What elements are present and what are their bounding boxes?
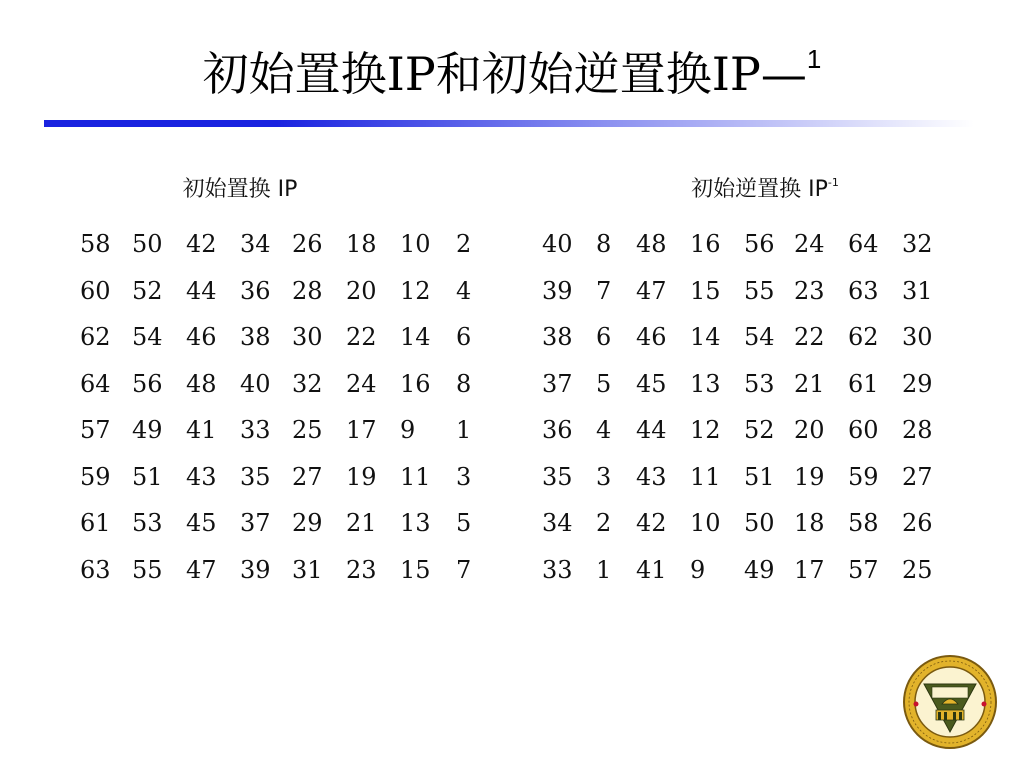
table-cell: 58 xyxy=(848,509,879,537)
table-cell: 50 xyxy=(132,230,163,258)
table-cell: 27 xyxy=(902,462,933,491)
table-cell: 45 xyxy=(636,369,667,398)
ip-table-panel xyxy=(70,164,490,596)
table-cell: 17 xyxy=(346,416,377,444)
table-cell: 62 xyxy=(80,323,111,351)
table-cell: 44 xyxy=(186,276,217,305)
table-cell: 53 xyxy=(744,369,775,398)
table-cell: 61 xyxy=(80,509,111,537)
table-cell: 14 xyxy=(690,323,721,351)
table-cell: 33 xyxy=(542,555,573,584)
table-cell: 44 xyxy=(636,416,667,444)
table-cell: 29 xyxy=(292,509,323,537)
table-cell: 11 xyxy=(400,462,431,491)
university-seal-logo xyxy=(902,654,998,750)
table-cell: 39 xyxy=(542,276,573,305)
table-cell: 52 xyxy=(744,416,775,444)
table-cell: 64 xyxy=(80,369,111,398)
table-cell: 64 xyxy=(848,230,879,258)
table-cell: 40 xyxy=(240,369,271,398)
table-cell: 35 xyxy=(240,462,271,491)
title-underline-rule xyxy=(44,120,974,127)
table-cell: 13 xyxy=(400,509,431,537)
table-cell: 21 xyxy=(794,369,825,398)
ip-inverse-table-caption: 初始逆置换 $IP^{-1}$ xyxy=(691,176,839,202)
table-cell: 35 xyxy=(542,462,573,491)
table-cell: 63 xyxy=(848,276,879,305)
table-cell: 11 xyxy=(690,462,721,491)
table-cell: 6 xyxy=(456,323,472,351)
table-cell: 16 xyxy=(690,230,721,258)
slide-title xyxy=(0,38,1024,104)
table-cell: 58 xyxy=(80,230,111,258)
table-cell: 38 xyxy=(542,323,573,351)
table-cell: 1 xyxy=(596,555,612,584)
table-cell: 47 xyxy=(186,555,217,584)
table-cell: 3 xyxy=(456,462,472,491)
table-cell: 27 xyxy=(292,462,323,491)
table-cell: 53 xyxy=(132,509,163,537)
table-cell: 24 xyxy=(346,369,377,398)
caption-superscript: -1 xyxy=(827,176,839,189)
table-cell: 46 xyxy=(186,323,217,351)
table-cell: 62 xyxy=(848,323,879,351)
table-cell: 17 xyxy=(794,555,825,584)
table-cell: 22 xyxy=(794,323,825,351)
table-cell: 30 xyxy=(902,323,933,351)
table-cell: 32 xyxy=(902,230,933,258)
table-cell: 57 xyxy=(80,416,111,444)
table-cell: 33 xyxy=(240,416,271,444)
table-cell: 38 xyxy=(240,323,271,351)
table-cell: 9 xyxy=(400,416,416,444)
table-cell: 52 xyxy=(132,276,163,305)
table-cell: 14 xyxy=(400,323,431,351)
table-cell: 37 xyxy=(542,369,573,398)
table-cell: 4 xyxy=(596,416,612,444)
table-cell: 59 xyxy=(848,462,879,491)
table-cell: 2 xyxy=(596,509,612,537)
table-cell: 63 xyxy=(80,555,111,584)
seal-icon xyxy=(902,654,998,750)
table-cell: 21 xyxy=(346,509,377,537)
table-cell: 6 xyxy=(596,323,612,351)
table-cell: 12 xyxy=(690,416,721,444)
table-cell: 10 xyxy=(400,230,431,258)
title-superscript: 1 xyxy=(806,44,822,74)
table-cell: 5 xyxy=(456,509,472,537)
table-cell: 61 xyxy=(848,369,879,398)
table-cell: 48 xyxy=(636,230,667,258)
table-cell: 55 xyxy=(132,555,163,584)
table-cell: 8 xyxy=(596,230,612,258)
table-cell: 60 xyxy=(848,416,879,444)
table-cell: 48 xyxy=(186,369,217,398)
table-cell: 7 xyxy=(456,555,472,584)
table-cell: 37 xyxy=(240,509,271,537)
table-cell: 25 xyxy=(292,416,323,444)
table-cell: 5 xyxy=(596,369,612,398)
table-cell: 51 xyxy=(744,462,775,491)
table-cell: 42 xyxy=(186,230,217,258)
table-cell: 29 xyxy=(902,369,933,398)
table-cell: 28 xyxy=(902,416,933,444)
ip-table-caption: 初始置换 IP xyxy=(182,177,298,202)
table-cell: 7 xyxy=(596,276,612,305)
table-cell: 36 xyxy=(240,276,271,305)
table-cell: 55 xyxy=(744,276,775,305)
table-cell: 24 xyxy=(794,230,825,258)
table-cell: 41 xyxy=(636,555,667,584)
title-main: 初始置换IP和初始逆置换IP— xyxy=(202,47,807,101)
table-cell: 4 xyxy=(456,276,472,305)
table-cell: 30 xyxy=(292,323,323,351)
table-cell: 15 xyxy=(690,276,721,305)
table-cell: 18 xyxy=(794,509,825,537)
table-cell: 39 xyxy=(240,555,271,584)
table-cell: 25 xyxy=(902,555,933,584)
table-cell: 2 xyxy=(456,230,472,258)
table-cell: 31 xyxy=(902,276,933,305)
table-cell: 49 xyxy=(744,555,775,584)
table-cell: 56 xyxy=(132,369,163,398)
table-cell: 60 xyxy=(80,276,111,305)
table-cell: 47 xyxy=(636,276,667,305)
table-cell: 45 xyxy=(186,509,217,537)
table-cell: 23 xyxy=(794,276,825,305)
table-cell: 12 xyxy=(400,276,431,305)
table-cell: 41 xyxy=(186,416,217,444)
table-cell: 1 xyxy=(456,416,472,444)
table-cell: 19 xyxy=(794,462,825,491)
table-cell: 19 xyxy=(346,462,377,491)
table-cell: 42 xyxy=(636,509,667,537)
table-cell: 50 xyxy=(744,509,775,537)
table-cell: 43 xyxy=(186,462,217,491)
table-cell: 16 xyxy=(400,369,431,398)
table-cell: 22 xyxy=(346,323,377,351)
table-cell: 59 xyxy=(80,462,111,491)
table-cell: 10 xyxy=(690,509,721,537)
table-cell: 51 xyxy=(132,462,163,491)
ip-inverse-table-panel xyxy=(530,164,960,596)
table-cell: 26 xyxy=(292,230,323,258)
table-cell: 31 xyxy=(292,555,323,584)
table-cell: 43 xyxy=(636,462,667,491)
table-cell: 57 xyxy=(848,555,879,584)
table-cell: 49 xyxy=(132,416,163,444)
table-cell: 54 xyxy=(132,323,163,351)
table-cell: 54 xyxy=(744,323,775,351)
table-cell: 32 xyxy=(292,369,323,398)
table-cell: 36 xyxy=(542,416,573,444)
table-cell: 34 xyxy=(240,230,271,258)
table-cell: 20 xyxy=(346,276,377,305)
table-cell: 8 xyxy=(456,369,472,398)
table-cell: 26 xyxy=(902,509,933,537)
table-cell: 23 xyxy=(346,555,377,584)
table-cell: 9 xyxy=(690,555,706,584)
table-cell: 13 xyxy=(690,369,721,398)
table-cell: 3 xyxy=(596,462,612,491)
table-cell: 46 xyxy=(636,323,667,351)
table-cell: 18 xyxy=(346,230,377,258)
table-cell: 56 xyxy=(744,230,775,258)
table-cell: 40 xyxy=(542,230,573,258)
table-cell: 20 xyxy=(794,416,825,444)
table-cell: 15 xyxy=(400,555,431,584)
table-cell: 28 xyxy=(292,276,323,305)
table-cell: 34 xyxy=(542,509,573,537)
